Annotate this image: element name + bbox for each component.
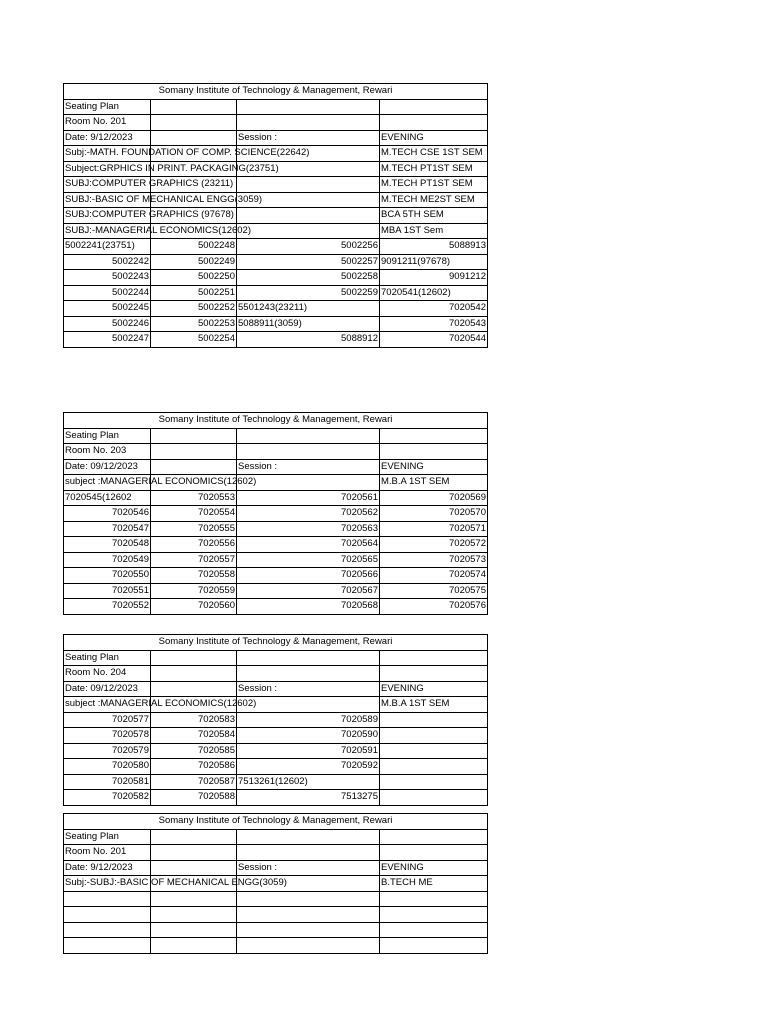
seating-plan-label: Seating Plan	[64, 650, 151, 666]
roll-cell: 5002254	[151, 332, 237, 348]
seat-row	[64, 270, 488, 286]
roll-cell	[237, 922, 380, 938]
roll-cell: 7020543	[380, 316, 488, 332]
roll-cell: 7020580	[64, 759, 151, 775]
roll-cell: 5002241(23751)	[64, 239, 151, 255]
roll-cell: 7020566	[237, 568, 380, 584]
roll-cell: 7020563	[237, 521, 380, 537]
roll-cell: 5501243(23211)	[237, 301, 380, 317]
seat-row	[64, 316, 488, 332]
class-label: M.TECH PT1ST SEM	[380, 177, 488, 193]
roll-cell: 7020573	[380, 552, 488, 568]
seat-row	[64, 332, 488, 348]
roll-cell	[380, 712, 488, 728]
roll-cell: 7020590	[237, 728, 380, 744]
roll-cell	[380, 922, 488, 938]
roll-cell: 7020575	[380, 583, 488, 599]
roll-cell	[151, 922, 237, 938]
roll-cell	[64, 938, 151, 954]
seating-plan-label: Seating Plan	[64, 829, 151, 845]
roll-cell: 9091212	[380, 270, 488, 286]
seat-row	[64, 521, 488, 537]
roll-cell: 7020579	[64, 743, 151, 759]
roll-cell	[64, 891, 151, 907]
seating-plan-label: Seating Plan	[64, 99, 151, 115]
room-number: Room No. 204	[64, 666, 151, 682]
seating-plan-table	[63, 412, 488, 615]
session-value: EVENING	[380, 130, 488, 146]
seat-row	[64, 254, 488, 270]
roll-cell: 7020552	[64, 599, 151, 615]
roll-cell: 5002256	[237, 239, 380, 255]
exam-date: Date: 9/12/2023	[64, 130, 151, 146]
institute-title: Somany Institute of Technology & Management, Rewari	[64, 635, 488, 651]
seat-row	[64, 922, 488, 938]
roll-cell: 7020554	[151, 506, 237, 522]
subject-line: SUBJ:-MANAGERIAL ECONOMICS(12602)	[65, 224, 251, 236]
subject-line: subject :MANAGERIAL ECONOMICS(12602)	[65, 698, 257, 709]
class-label: M.B.A 1ST SEM	[380, 697, 488, 713]
roll-cell: 7020567	[237, 583, 380, 599]
roll-cell: 5002243	[64, 270, 151, 286]
room-number: Room No. 203	[64, 444, 151, 460]
session-value: EVENING	[380, 860, 488, 876]
session-value: EVENING	[380, 459, 488, 475]
seat-row	[64, 938, 488, 954]
seat-row	[64, 552, 488, 568]
seat-row	[64, 728, 488, 744]
roll-cell: 7020572	[380, 537, 488, 553]
seating-plan-table	[63, 813, 488, 954]
roll-cell: 7020558	[151, 568, 237, 584]
roll-cell: 7020587	[151, 774, 237, 790]
roll-cell: 5002245	[64, 301, 151, 317]
roll-cell: 7020561	[237, 490, 380, 506]
roll-cell: 5002246	[64, 316, 151, 332]
roll-cell	[237, 907, 380, 923]
roll-cell: 7513275	[237, 790, 380, 806]
seat-row	[64, 285, 488, 301]
roll-cell: 5088913	[380, 239, 488, 255]
roll-cell: 7020578	[64, 728, 151, 744]
roll-cell: 7020548	[64, 537, 151, 553]
roll-cell: 7020583	[151, 712, 237, 728]
seat-row	[64, 907, 488, 923]
roll-cell: 7020585	[151, 743, 237, 759]
roll-cell: 7020549	[64, 552, 151, 568]
roll-cell: 7020546	[64, 506, 151, 522]
seat-row	[64, 774, 488, 790]
roll-cell: 7020576	[380, 599, 488, 615]
roll-cell: 7020542	[380, 301, 488, 317]
roll-cell: 7020592	[237, 759, 380, 775]
session-label: Session :	[237, 459, 380, 475]
roll-cell	[380, 743, 488, 759]
roll-cell	[151, 938, 237, 954]
seating-plan-table	[63, 634, 488, 806]
institute-title: Somany Institute of Technology & Management, Rewari	[64, 84, 488, 100]
class-label: M.TECH CSE 1ST SEM	[380, 146, 488, 162]
seat-row	[64, 583, 488, 599]
roll-cell	[380, 938, 488, 954]
roll-cell: 5002249	[151, 254, 237, 270]
roll-cell: 7513261(12602)	[237, 774, 380, 790]
roll-cell: 5002252	[151, 301, 237, 317]
roll-cell: 7020544	[380, 332, 488, 348]
session-value: EVENING	[380, 681, 488, 697]
roll-cell: 7020551	[64, 583, 151, 599]
class-label: BCA 5TH SEM	[380, 208, 488, 224]
roll-cell: 7020556	[151, 537, 237, 553]
seating-plan-label: Seating Plan	[64, 428, 151, 444]
roll-cell: 5002250	[151, 270, 237, 286]
roll-cell: 7020565	[237, 552, 380, 568]
roll-cell	[380, 891, 488, 907]
seat-row	[64, 506, 488, 522]
subject-line: Subj:-MATH. FOUNDATION OF COMP. SCIENCE(22642)	[65, 147, 310, 158]
session-label: Session :	[237, 681, 380, 697]
roll-cell: 5002247	[64, 332, 151, 348]
roll-cell	[151, 891, 237, 907]
subject-line: SUBJ:COMPUTER GRAPHICS (97678)	[65, 209, 234, 220]
exam-date: Date: 9/12/2023	[64, 860, 151, 876]
roll-cell: 5002242	[64, 254, 151, 270]
institute-title: Somany Institute of Technology & Management, Rewari	[64, 413, 488, 429]
seat-row	[64, 712, 488, 728]
roll-cell: 7020557	[151, 552, 237, 568]
roll-cell: 7020569	[380, 490, 488, 506]
roll-cell: 9091211(97678)	[380, 254, 488, 270]
roll-cell	[380, 907, 488, 923]
roll-cell: 5002253	[151, 316, 237, 332]
exam-date: Date: 09/12/2023	[64, 459, 151, 475]
subject-line: Subj:-SUBJ:-BASIC OF MECHANICAL ENGG(3059)	[65, 877, 287, 888]
roll-cell: 5002259	[237, 285, 380, 301]
seat-row	[64, 790, 488, 806]
roll-cell: 7020568	[237, 599, 380, 615]
roll-cell	[380, 759, 488, 775]
roll-cell: 7020589	[237, 712, 380, 728]
subject-line: SUBJ:COMPUTER GRAPHICS (23211)	[65, 178, 234, 189]
seat-row	[64, 743, 488, 759]
seat-row	[64, 891, 488, 907]
roll-cell: 7020555	[151, 521, 237, 537]
roll-cell: 5088912	[237, 332, 380, 348]
seat-row	[64, 759, 488, 775]
roll-cell: 5002251	[151, 285, 237, 301]
subject-line: subject :MANAGERIAL ECONOMICS(12602)	[65, 476, 257, 487]
class-label: M.B.A 1ST SEM	[380, 475, 488, 491]
roll-cell: 7020564	[237, 537, 380, 553]
roll-cell: 7020541(12602)	[380, 285, 488, 301]
roll-cell: 7020560	[151, 599, 237, 615]
roll-cell: 7020562	[237, 506, 380, 522]
roll-cell: 5002257	[237, 254, 380, 270]
roll-cell: 7020550	[64, 568, 151, 584]
seat-row	[64, 301, 488, 317]
roll-cell	[64, 922, 151, 938]
seat-row	[64, 537, 488, 553]
roll-cell: 7020591	[237, 743, 380, 759]
seat-row	[64, 599, 488, 615]
subject-line: Subject:GRPHICS IN PRINT. PACKAGING(23751)	[65, 162, 279, 174]
class-label: M.TECH PT1ST SEM	[380, 161, 488, 177]
seating-plan-table	[63, 83, 488, 348]
roll-cell: 7020581	[64, 774, 151, 790]
roll-cell	[380, 728, 488, 744]
roll-cell: 7020559	[151, 583, 237, 599]
roll-cell	[64, 907, 151, 923]
roll-cell: 7020553	[151, 490, 237, 506]
roll-cell: 7020545(12602	[64, 490, 151, 506]
roll-cell: 7020584	[151, 728, 237, 744]
roll-cell: 7020570	[380, 506, 488, 522]
roll-cell	[380, 790, 488, 806]
roll-cell	[237, 938, 380, 954]
class-label: MBA 1ST Sem	[380, 223, 488, 239]
roll-cell	[151, 907, 237, 923]
roll-cell: 7020574	[380, 568, 488, 584]
roll-cell: 7020586	[151, 759, 237, 775]
institute-title: Somany Institute of Technology & Management, Rewari	[64, 814, 488, 830]
class-label: B.TECH ME	[380, 876, 488, 892]
room-number: Room No. 201	[64, 115, 151, 131]
roll-cell: 7020577	[64, 712, 151, 728]
room-number: Room No. 201	[64, 845, 151, 861]
class-label: M.TECH ME2ST SEM	[380, 192, 488, 208]
subject-line: SUBJ:-BASIC OF MECHANICAL ENGG(3059)	[65, 193, 263, 205]
session-label: Session :	[237, 860, 380, 876]
seat-row	[64, 568, 488, 584]
seat-row	[64, 239, 488, 255]
roll-cell: 5002258	[237, 270, 380, 286]
roll-cell	[237, 891, 380, 907]
roll-cell	[380, 774, 488, 790]
session-label: Session :	[237, 130, 380, 146]
roll-cell: 5002244	[64, 285, 151, 301]
seat-row	[64, 490, 488, 506]
roll-cell: 5088911(3059)	[237, 316, 380, 332]
roll-cell: 7020588	[151, 790, 237, 806]
exam-date: Date: 09/12/2023	[64, 681, 151, 697]
roll-cell: 5002248	[151, 239, 237, 255]
roll-cell: 7020571	[380, 521, 488, 537]
roll-cell: 7020582	[64, 790, 151, 806]
roll-cell: 7020547	[64, 521, 151, 537]
